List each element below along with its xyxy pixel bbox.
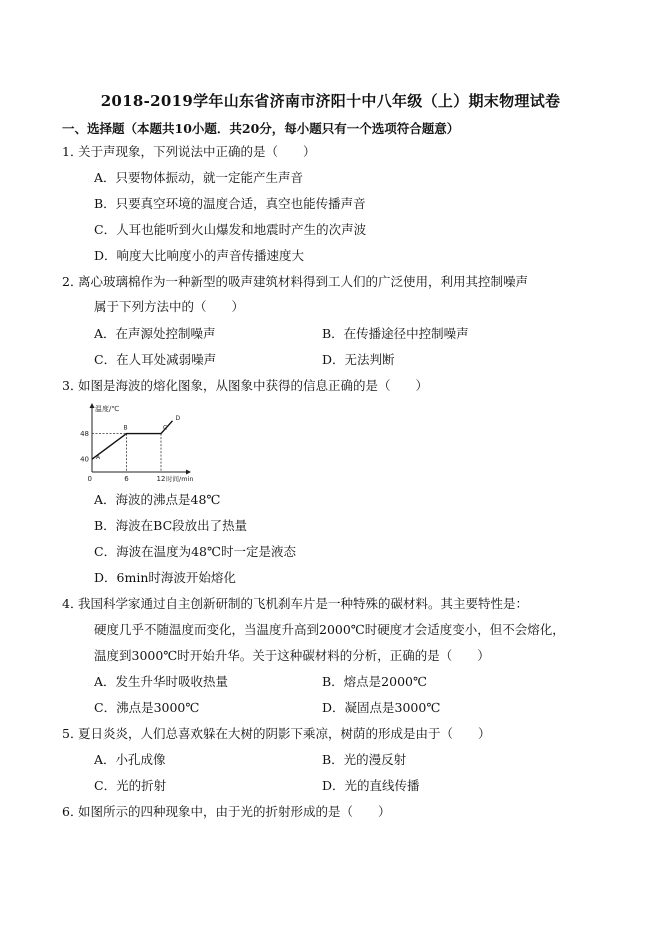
option: B．海波在BC段放出了热量: [94, 518, 248, 533]
y-axis-arrow: [90, 403, 95, 408]
question-number: 4．: [62, 596, 83, 611]
question-number: 1．: [62, 144, 83, 159]
question-number: 3．: [62, 378, 83, 393]
option: A．小孔成像: [94, 752, 166, 767]
question-text: 我国科学家通过自主创新研制的飞机刹车片是一种特殊的碳材料。其主要特性是：: [78, 596, 529, 611]
question-text: 离心玻璃棉作为一种新型的吸声建筑材料得到工人们的广泛使用，利用其控制噪声: [78, 274, 529, 289]
option: A．发生升华时吸收热量: [94, 674, 229, 689]
question-text: 关于声现象，下列说法中正确的是（ ）: [78, 144, 316, 159]
point-label: B: [123, 424, 128, 432]
option: B．只要真空环境的温度合适，真空也能传播声音: [94, 196, 366, 211]
question-number: 5．: [62, 726, 83, 741]
melting-graph: [76, 400, 196, 484]
point-label: D: [175, 414, 181, 422]
option: B．光的漫反射: [322, 752, 407, 767]
option: D．6min时海波开始熔化: [94, 570, 236, 585]
y-tick-label: 40: [80, 455, 89, 464]
question-text: 夏日炎炎，人们总喜欢躲在大树的阴影下乘凉，树荫的形成是由于（ ）: [78, 726, 491, 741]
option: B．在传播途径中控制噪声: [322, 326, 469, 341]
option: D．凝固点是3000℃: [322, 700, 441, 715]
option: C．在人耳处减弱噪声: [94, 352, 217, 367]
x-axis-arrow: [186, 470, 191, 475]
option: C．光的折射: [94, 778, 167, 793]
question-text-continued: 硬度几乎不随温度而变化，当温度升高到2000℃时硬度才会适度变小，但不会熔化，: [94, 622, 565, 637]
x-tick-label: 0: [87, 475, 92, 483]
x-axis-label: 时间/min: [166, 475, 194, 483]
option: D．响度大比响度小的声音传播速度大: [94, 248, 305, 263]
option: C．海波在温度为48℃时一定是液态: [94, 544, 296, 559]
option: D．无法判断: [322, 352, 395, 367]
option: A．海波的沸点是48℃: [94, 492, 221, 507]
option: D．光的直线传播: [322, 778, 420, 793]
question-text-continued: 属于下列方法中的（ ）: [94, 299, 245, 314]
question-text: 如图所示的四种现象中，由于光的折射形成的是（ ）: [78, 804, 391, 819]
option: C．人耳也能听到火山爆发和地震时产生的次声波: [94, 222, 367, 237]
point-label: C: [163, 424, 168, 432]
page-title: 2018-2019学年山东省济南市济阳十中八年级（上）期末物理试卷: [100, 92, 561, 110]
question-number: 6．: [62, 804, 83, 819]
option: B．熔点是2000℃: [322, 674, 427, 689]
option: C．沸点是3000℃: [94, 700, 200, 715]
x-tick-label: 6: [124, 475, 129, 483]
y-axis-label: 温度/℃: [95, 405, 120, 413]
x-tick-label: 12: [156, 475, 166, 483]
question-text: 如图是海波的熔化图象，从图象中获得的信息正确的是（ ）: [78, 378, 429, 393]
y-tick-label: 48: [80, 430, 89, 439]
option: A．在声源处控制噪声: [94, 326, 216, 341]
point-label: A: [96, 454, 101, 462]
option: A．只要物体振动，就一定能产生声音: [94, 170, 304, 185]
section-heading: 一、选择题（本题共10小题．共20分，每小题只有一个选项符合题意）: [62, 121, 460, 136]
melting-curve: [92, 421, 173, 462]
question-text-continued: 温度到3000℃时开始升华。关于这种碳材料的分析，正确的是（ ）: [94, 648, 490, 663]
question-number: 2．: [62, 274, 83, 289]
